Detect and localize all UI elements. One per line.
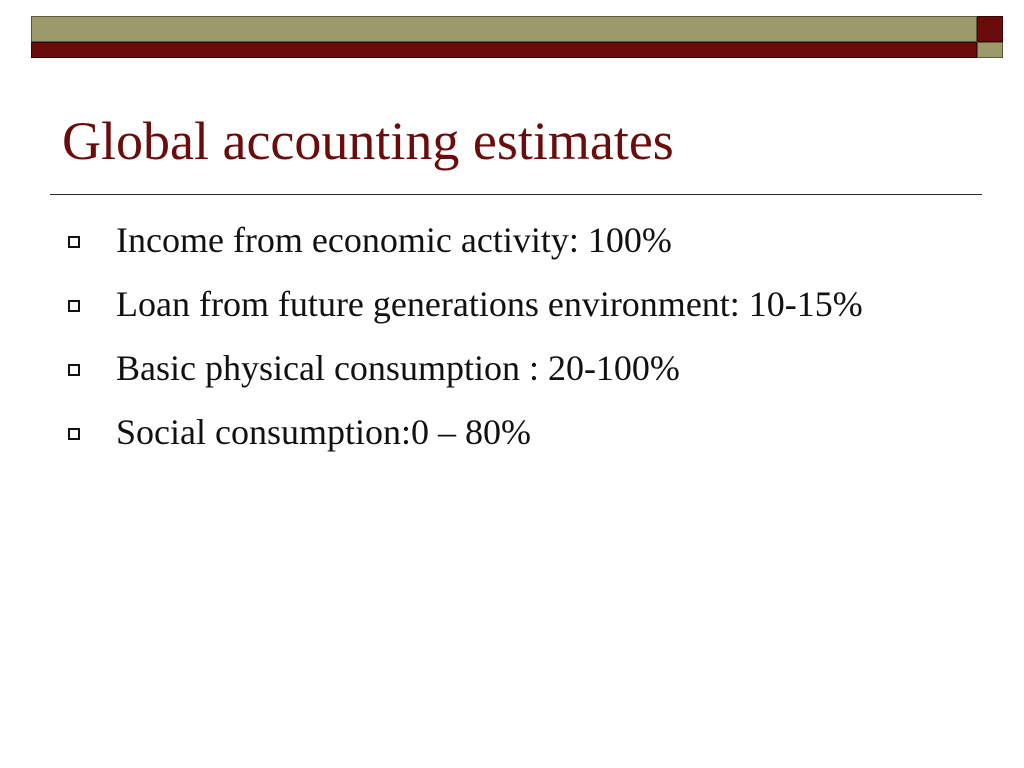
bullet-item-income [62,216,962,264]
bullet-text: Income from economic activity: 100% [116,220,672,260]
bullet-text: Social consumption:0 – 80% [116,412,531,452]
bullet-list [62,216,962,472]
slide-title: Global accounting estimates [62,111,674,171]
hollow-square-icon [68,236,80,248]
bullet-item-social-consumption [62,408,962,456]
hollow-square-icon [68,364,80,376]
header-maroon-bar [31,42,977,58]
hollow-square-icon [68,428,80,440]
title-divider [50,194,982,195]
header-corner-olive-square [977,42,1003,58]
bullet-item-loan [62,280,962,328]
bullet-text: Basic physical consumption : 20-100% [116,348,680,388]
header-olive-bar [31,16,977,42]
bullet-text: Loan from future generations environment: 10-15% [116,284,863,324]
bullet-item-basic-consumption [62,344,962,392]
header-corner-maroon-square [977,16,1003,42]
hollow-square-icon [68,300,80,312]
